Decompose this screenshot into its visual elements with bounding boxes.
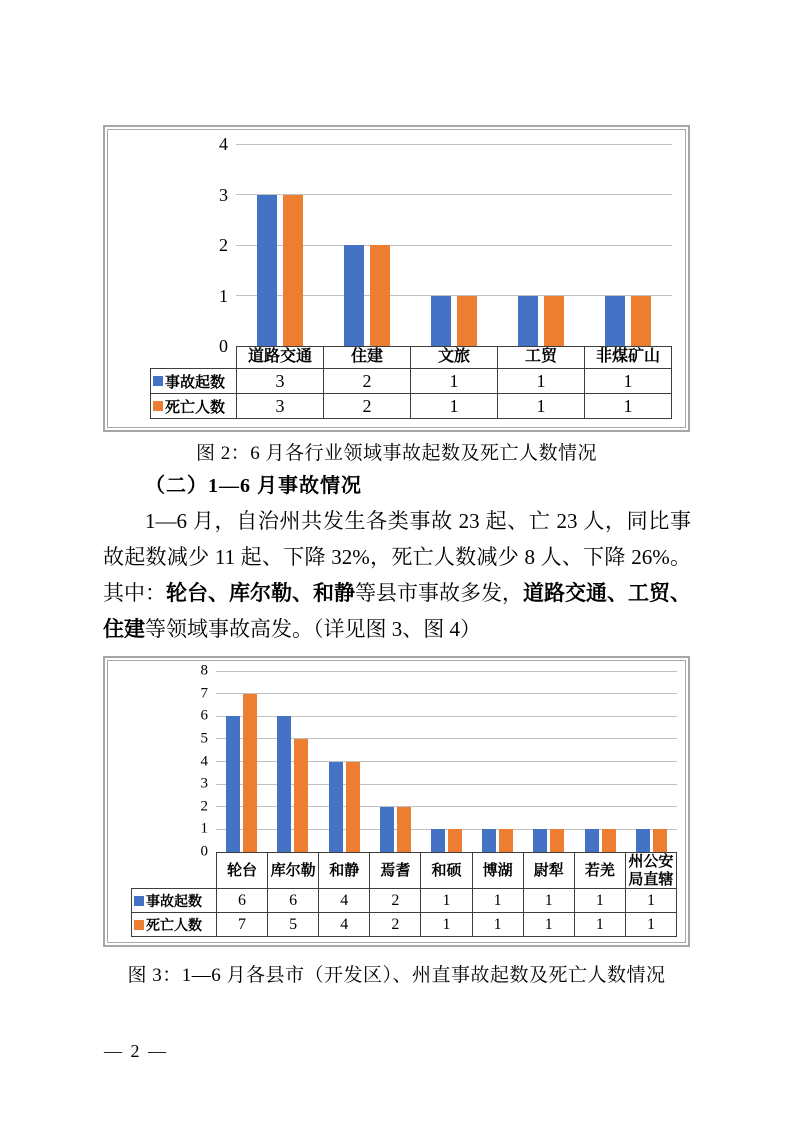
- bar-group: [523, 671, 574, 852]
- category-label: 工贸: [498, 347, 585, 369]
- value-cell: 1: [585, 369, 672, 394]
- y-axis-tick-label: 2: [200, 798, 208, 815]
- value-cell: 7: [217, 913, 268, 937]
- series-label-cell: [151, 394, 237, 419]
- bar: [380, 807, 394, 852]
- y-axis-tick-label: 4: [219, 134, 228, 154]
- bar-group: [236, 144, 323, 346]
- value-cell: 1: [472, 913, 523, 937]
- value-cell: 6: [268, 889, 319, 913]
- bar: [397, 807, 411, 852]
- data-table: [150, 346, 672, 419]
- bar: [636, 829, 650, 852]
- category-label: 文旅: [411, 347, 498, 369]
- legend-swatch-icon: [134, 896, 144, 906]
- value-cell: 1: [498, 369, 585, 394]
- bar-group: [575, 671, 626, 852]
- y-axis-tick-label: 6: [200, 707, 208, 724]
- bar-group: [318, 671, 369, 852]
- bar: [457, 296, 477, 347]
- value-cell: 3: [237, 394, 324, 419]
- value-cell: 4: [319, 913, 370, 937]
- value-cell: 3: [237, 369, 324, 394]
- figure2-chart: [103, 125, 690, 432]
- table-blank-cell: [151, 347, 237, 369]
- value-cell: 1: [411, 369, 498, 394]
- value-cell: 1: [625, 913, 676, 937]
- figure2-caption: 图 2：6 月各行业领域事故起数及死亡人数情况: [195, 443, 597, 464]
- value-cell: 1: [625, 889, 676, 913]
- body-paragraph: [103, 503, 691, 647]
- value-cell: 5: [268, 913, 319, 937]
- paragraph-segment: 1—6 月，自治州共发生各类事故 23 起、亡 23 人，同比事故起数减少 11 起、下降 32%，死亡人数减少 8 人、下降 26%。其中：: [103, 509, 691, 605]
- bar: [631, 296, 651, 347]
- legend-swatch-icon: [153, 401, 163, 411]
- series-label-cell: [151, 369, 237, 394]
- table-blank-cell: [132, 853, 217, 889]
- bar-group: [267, 671, 318, 852]
- category-label: 和静: [319, 853, 370, 889]
- bar-series-area: [236, 144, 672, 346]
- bar: [346, 762, 360, 853]
- category-label: 道路交通: [237, 347, 324, 369]
- bar: [550, 829, 564, 852]
- series-name: 死亡人数: [146, 916, 202, 933]
- y-axis-tick-label: 3: [219, 184, 228, 205]
- value-cell: 2: [370, 889, 421, 913]
- value-cell: 2: [324, 369, 411, 394]
- paragraph-segment: 等领域事故高发。（详见图 3、图 4）: [145, 617, 481, 641]
- category-label: 住建: [324, 347, 411, 369]
- category-label: 州公安局直辖: [625, 853, 676, 889]
- bar-group: [323, 144, 410, 346]
- bar: [544, 296, 564, 347]
- bar-group: [472, 671, 523, 852]
- value-cell: 2: [370, 913, 421, 937]
- bar: [243, 694, 257, 852]
- value-cell: 1: [585, 394, 672, 419]
- series-label-cell: [132, 889, 217, 913]
- bar-group: [421, 671, 472, 852]
- category-label: 若羌: [574, 853, 625, 889]
- y-axis-tick-label: 7: [200, 685, 208, 702]
- section-heading: （二）1—6 月事故情况: [145, 475, 362, 497]
- value-cell: 1: [523, 889, 574, 913]
- bar-group: [216, 671, 267, 852]
- category-label: 库尔勒: [268, 853, 319, 889]
- y-axis-tick-label: 8: [200, 662, 208, 679]
- bar: [283, 195, 303, 347]
- y-axis-tick-label: 1: [219, 285, 228, 306]
- legend-swatch-icon: [153, 376, 163, 386]
- series-name: 事故起数: [165, 373, 226, 391]
- bar-series-area: [216, 671, 677, 852]
- series-label-cell: [132, 913, 217, 937]
- category-label: 和硕: [421, 853, 472, 889]
- bar: [329, 762, 343, 853]
- figure3-caption: 图 3：1—6 月各县市（开发区）、州直事故起数及死亡人数情况: [127, 965, 666, 986]
- figure3-plot-area: [107, 660, 686, 943]
- y-axis-tick-label: 0: [219, 336, 228, 356]
- y-axis-tick-label: 2: [219, 235, 228, 255]
- value-cell: 4: [319, 889, 370, 913]
- bar: [653, 829, 667, 852]
- y-axis-tick-label: 4: [200, 753, 208, 769]
- value-cell: 1: [574, 913, 625, 937]
- bar: [585, 829, 599, 852]
- y-axis-tick-label: 1: [200, 820, 208, 837]
- bar: [605, 296, 625, 347]
- bar: [431, 829, 445, 852]
- y-axis-tick-label: 3: [200, 775, 208, 792]
- bar-group: [585, 144, 672, 346]
- legend-swatch-icon: [134, 920, 144, 930]
- bar-group: [626, 671, 677, 852]
- bar-group: [370, 671, 421, 852]
- paragraph-segment: 等县市事故多发，: [355, 581, 523, 605]
- value-cell: 1: [411, 394, 498, 419]
- bar: [499, 829, 513, 852]
- figure3-chart: [103, 656, 690, 947]
- value-cell: 1: [498, 394, 585, 419]
- bar: [431, 296, 451, 347]
- paragraph-bold-segment: 道路交通、工贸、住建: [103, 581, 691, 641]
- bar: [602, 829, 616, 852]
- y-axis-tick-label: 0: [200, 843, 208, 860]
- value-cell: 1: [421, 889, 472, 913]
- bar: [277, 716, 291, 852]
- bar: [482, 829, 496, 852]
- value-cell: 1: [421, 913, 472, 937]
- figure2-plot-area: [107, 129, 686, 428]
- y-axis-tick-label: 5: [200, 730, 208, 747]
- bar: [226, 716, 240, 852]
- data-table: [131, 852, 677, 937]
- bar: [448, 829, 462, 852]
- bar-group: [498, 144, 585, 346]
- bar: [257, 195, 277, 347]
- bar: [370, 245, 390, 346]
- value-cell: 1: [574, 889, 625, 913]
- category-label: 博湖: [472, 853, 523, 889]
- category-label: 轮台: [217, 853, 268, 889]
- value-cell: 6: [217, 889, 268, 913]
- value-cell: 1: [523, 913, 574, 937]
- series-name: 死亡人数: [165, 398, 226, 416]
- category-label: 尉犁: [523, 853, 574, 889]
- bar: [518, 296, 538, 347]
- bar-group: [410, 144, 497, 346]
- bar: [344, 245, 364, 346]
- value-cell: 1: [472, 889, 523, 913]
- value-cell: 2: [324, 394, 411, 419]
- bar: [533, 829, 547, 852]
- bar: [294, 739, 308, 852]
- series-name: 事故起数: [146, 892, 202, 909]
- category-label: 非煤矿山: [585, 347, 672, 369]
- category-label: 焉耆: [370, 853, 421, 889]
- page-number: — 2 —: [104, 1041, 168, 1061]
- paragraph-bold-segment: 轮台、库尔勒、和静: [166, 581, 355, 605]
